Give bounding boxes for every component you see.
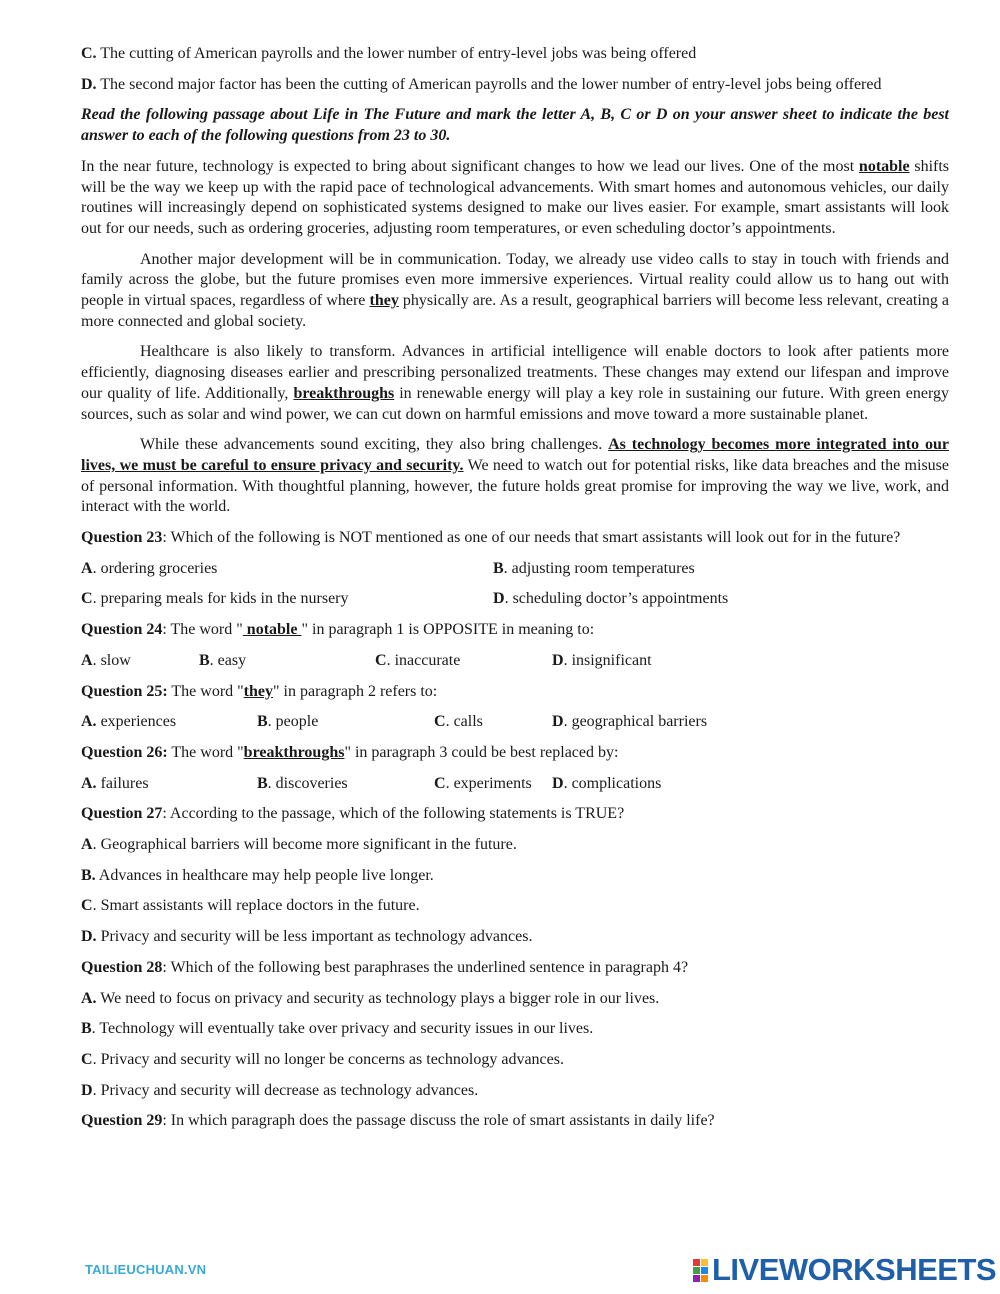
option-a[interactable]: A. Geographical barriers will become more significant in the future. [81, 836, 517, 854]
question-23: Question 23: Which of the following is NOT mentioned as one of our needs that smart assistants will look out for in the future? [81, 529, 901, 547]
option-d[interactable]: D. complications [552, 774, 662, 792]
question-25-options [81, 712, 949, 733]
question-26: Question 26: The word "breakthroughs" in paragraph 3 could be best replaced by: [81, 743, 619, 761]
prev-option-d: D. The second major factor has been the cutting of American payrolls and the lower number of entry-level jobs being offered [81, 75, 882, 93]
passage-paragraph-1: In the near future, technology is expected to bring about significant changes to how we lead our lives. One of the most notable shifts will be the way we keep up with the rapid pace of technological advancements. With smart homes and autonomous vehicles, our daily routines will increasingly depend on sophisticated systems designed to make our lives easier. For example, smart assistants will look out for our needs, such as ordering groceries, adjusting room temperatures, or even scheduling doctor’s appointments. [81, 157, 950, 237]
option-c[interactable]: C. calls [434, 713, 483, 731]
option-d[interactable]: D. geographical barriers [552, 713, 708, 731]
passage-paragraph-4: While these advancements sound exciting, they also bring challenges. As technology becomes more integrated into our lives, we must be careful to ensure privacy and security. We need to watch out for potential risks, like data breaches and the misuse of personal information. With thoughtful planning, however, the future holds great promise for improving the way we live, work, and interact with the world. [81, 436, 950, 516]
question-28: Question 28: Which of the following best paraphrases the underlined sentence in paragraph 4? [81, 958, 689, 976]
question-25: Question 25: The word "they" in paragraph 2 refers to: [81, 682, 438, 700]
question-24-options [81, 651, 949, 672]
instruction: Read the following passage about Life in The Future and mark the letter A, B, C or D on your answer sheet to indicate the best answer to each of the following questions from 23 to 30. [81, 106, 949, 145]
option-d[interactable]: D. Privacy and security will be less important as technology advances. [81, 928, 533, 946]
option-b[interactable]: B. discoveries [257, 774, 348, 792]
option-d[interactable]: D. insignificant [552, 651, 652, 669]
liveworksheets-logo: LIVEWORKSHEETS [693, 1253, 996, 1287]
option-c[interactable]: C. Smart assistants will replace doctors in the future. [81, 897, 420, 915]
option-a[interactable]: A. ordering groceries [81, 559, 218, 577]
worksheet-page [81, 44, 949, 1142]
underlined-word-breakthroughs: breakthroughs [293, 384, 395, 402]
option-c[interactable]: C. inaccurate [375, 651, 461, 669]
passage-paragraph-2: Another major development will be in communication. Today, we already use video calls to stay in touch with friends and family across the globe, but the future promises even more immersive experiences. Virtual reality could allow us to hang out with people in virtual spaces, regardless of where they physically are. As a result, geographical barriers will become less relevant, creating a more connected and global society. [81, 250, 950, 330]
passage-paragraph-3: Healthcare is also likely to transform. Advances in artificial intelligence will enable doctors to look after patients more efficiently, diagnosing diseases earlier and prescribing personalized treatments. These changes may extend our lifespan and improve our quality of life. Additionally, breakthroughs in renewable energy will play a key role in sustaining our future. With green energy sources, such as solar and wind power, we can cut down on harmful emissions and move toward a more sustainable planet. [81, 343, 950, 423]
question-23-options-row-2 [81, 589, 949, 610]
underlined-word-notable: notable [858, 157, 910, 175]
option-d[interactable]: D. scheduling doctor’s appointments [493, 590, 729, 608]
option-c[interactable]: C. Privacy and security will no longer be concerns as technology advances. [81, 1050, 564, 1068]
tailieuchuan-logo: TAILIEUCHUAN.VN [85, 1262, 207, 1277]
option-c[interactable]: C. preparing meals for kids in the nursery [81, 590, 349, 608]
option-a[interactable]: A. We need to focus on privacy and security as technology plays a bigger role in our lives. [81, 989, 660, 1007]
underlined-word-they: they [369, 292, 399, 310]
question-23-options-row-1 [81, 559, 949, 580]
option-b[interactable]: B. people [257, 713, 319, 731]
option-a[interactable]: A. failures [81, 774, 149, 792]
option-c[interactable]: C. experiments [434, 774, 532, 792]
option-b[interactable]: B. adjusting room temperatures [493, 559, 695, 577]
liveworksheets-grid-icon [693, 1259, 708, 1282]
option-a[interactable]: A. slow [81, 651, 131, 669]
option-b[interactable]: B. Advances in healthcare may help people live longer. [81, 866, 434, 884]
prev-option-c: C. The cutting of American payrolls and the lower number of entry-level jobs was being offered [81, 45, 697, 62]
question-29: Question 29: In which paragraph does the passage discuss the role of smart assistants in daily life? [81, 1112, 715, 1130]
option-b[interactable]: B. easy [199, 651, 247, 669]
option-a[interactable]: A. experiences [81, 713, 177, 731]
question-24: Question 24: The word " notable " in paragraph 1 is OPPOSITE in meaning to: [81, 621, 595, 639]
underlined-sentence: As technology becomes more integrated into our lives, we must be careful to ensure privacy and security. [81, 436, 949, 474]
question-27: Question 27: According to the passage, which of the following statements is TRUE? [81, 805, 625, 823]
question-26-options [81, 774, 949, 795]
option-b[interactable]: B. Technology will eventually take over privacy and security issues in our lives. [81, 1020, 594, 1038]
option-d[interactable]: D. Privacy and security will decrease as technology advances. [81, 1081, 479, 1099]
